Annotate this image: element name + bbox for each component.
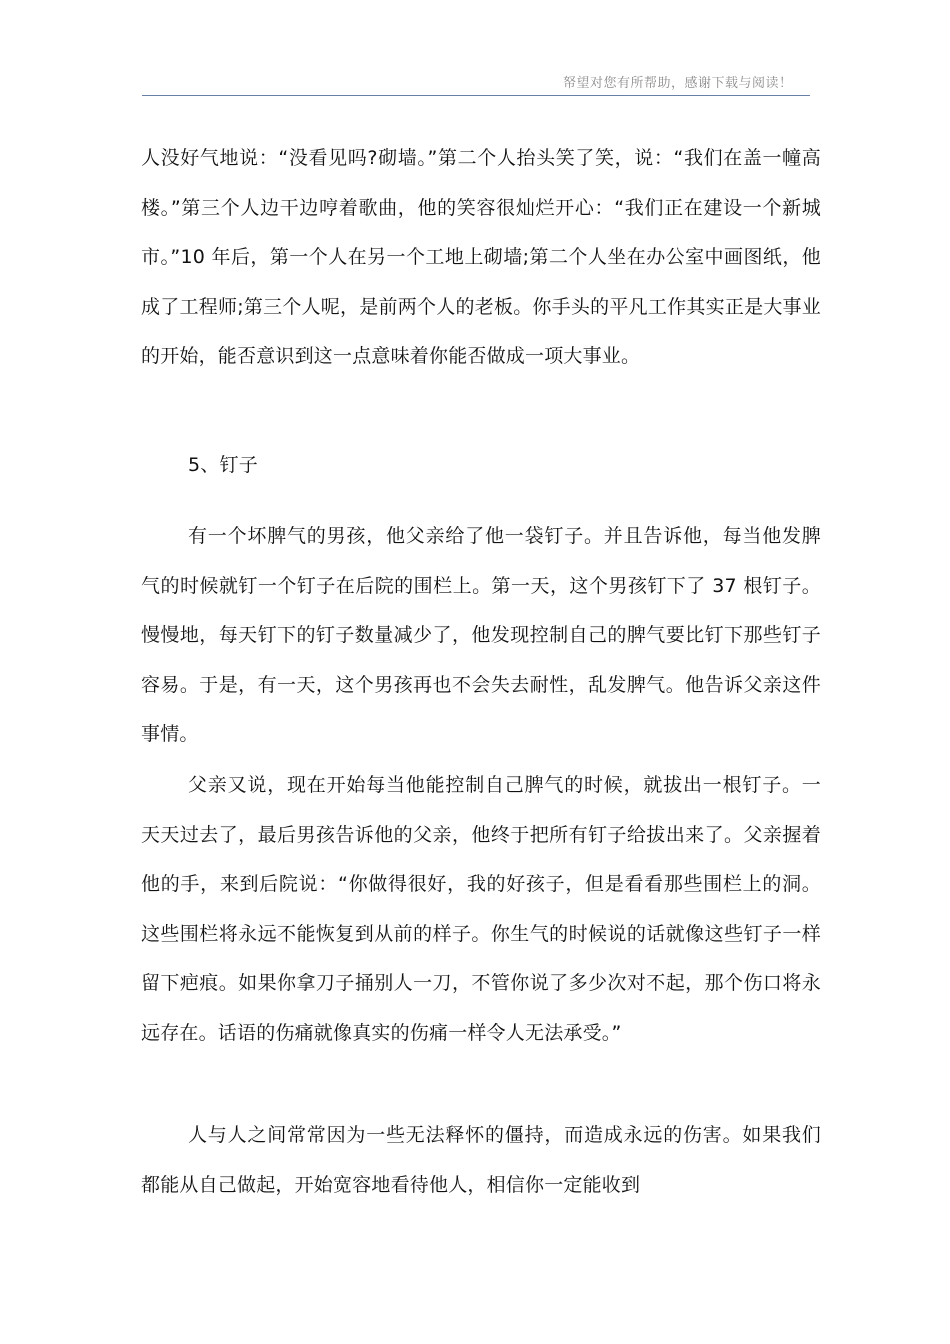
paragraph-father-speech: 父亲又说，现在开始每当他能控制自己脾气的时候，就拔出一根钉子。一天天过去了，最后男孩告诉他的父亲，他终于把所有钉子给拔出来了。父亲握着他的手，来到后院说：“你做得很好，我的好孩子，但是看看那些围栏上的洞。这些围栏将永远不能恢复到从前的样子。你生气的时候说的话就像这些钉子一样留下疤痕。如果你拿刀子捅别人一刀，不管你说了多少次对不起，那个伤口将永远存在。话语的伤痛就像真实的伤痛一样令人无法承受。” <box>141 774 821 1044</box>
paragraph-nails-story: 有一个坏脾气的男孩，他父亲给了他一袋钉子。并且告诉他，每当他发脾气的时候就钉一个钉子在后院的围栏上。第一天，这个男孩钉下了 37 根钉子。慢慢地，每天钉下的钉子数量减少了，他发现控制自己的脾气要比钉下那些钉子容易。于是，有一天，这个男孩再也不会失去耐性，乱发脾气。他告诉父亲这件事情。 <box>141 525 821 745</box>
header-divider <box>142 95 810 96</box>
header-note: 帑望对您有所帮助，感谢下载与阅读！ <box>563 76 793 91</box>
paragraph-continuation: 人没好气地说：“没看见吗?砌墙。”第二个人抬头笑了笑，说：“我们在盖一幢高楼。”第三个人边干边哼着歌曲，他的笑容很灿烂开心：“我们正在建设一个新城市。”10 年后，第一个人在另一个工地上砌墙;第二个人坐在办公室中画图纸，他成了工程师;第三个人呢，是前两个人的老板。你手头的平凡工作其实正是大事业的开始，能否意识到这一点意味着你能否做成一项大事业。 <box>141 147 821 367</box>
section-heading: 5、钉子 <box>188 454 258 476</box>
paragraph-conclusion: 人与人之间常常因为一些无法释怀的僵持，而造成永远的伤害。如果我们都能从自己做起，开始宽容地看待他人，相信你一定能收到 <box>141 1124 821 1196</box>
